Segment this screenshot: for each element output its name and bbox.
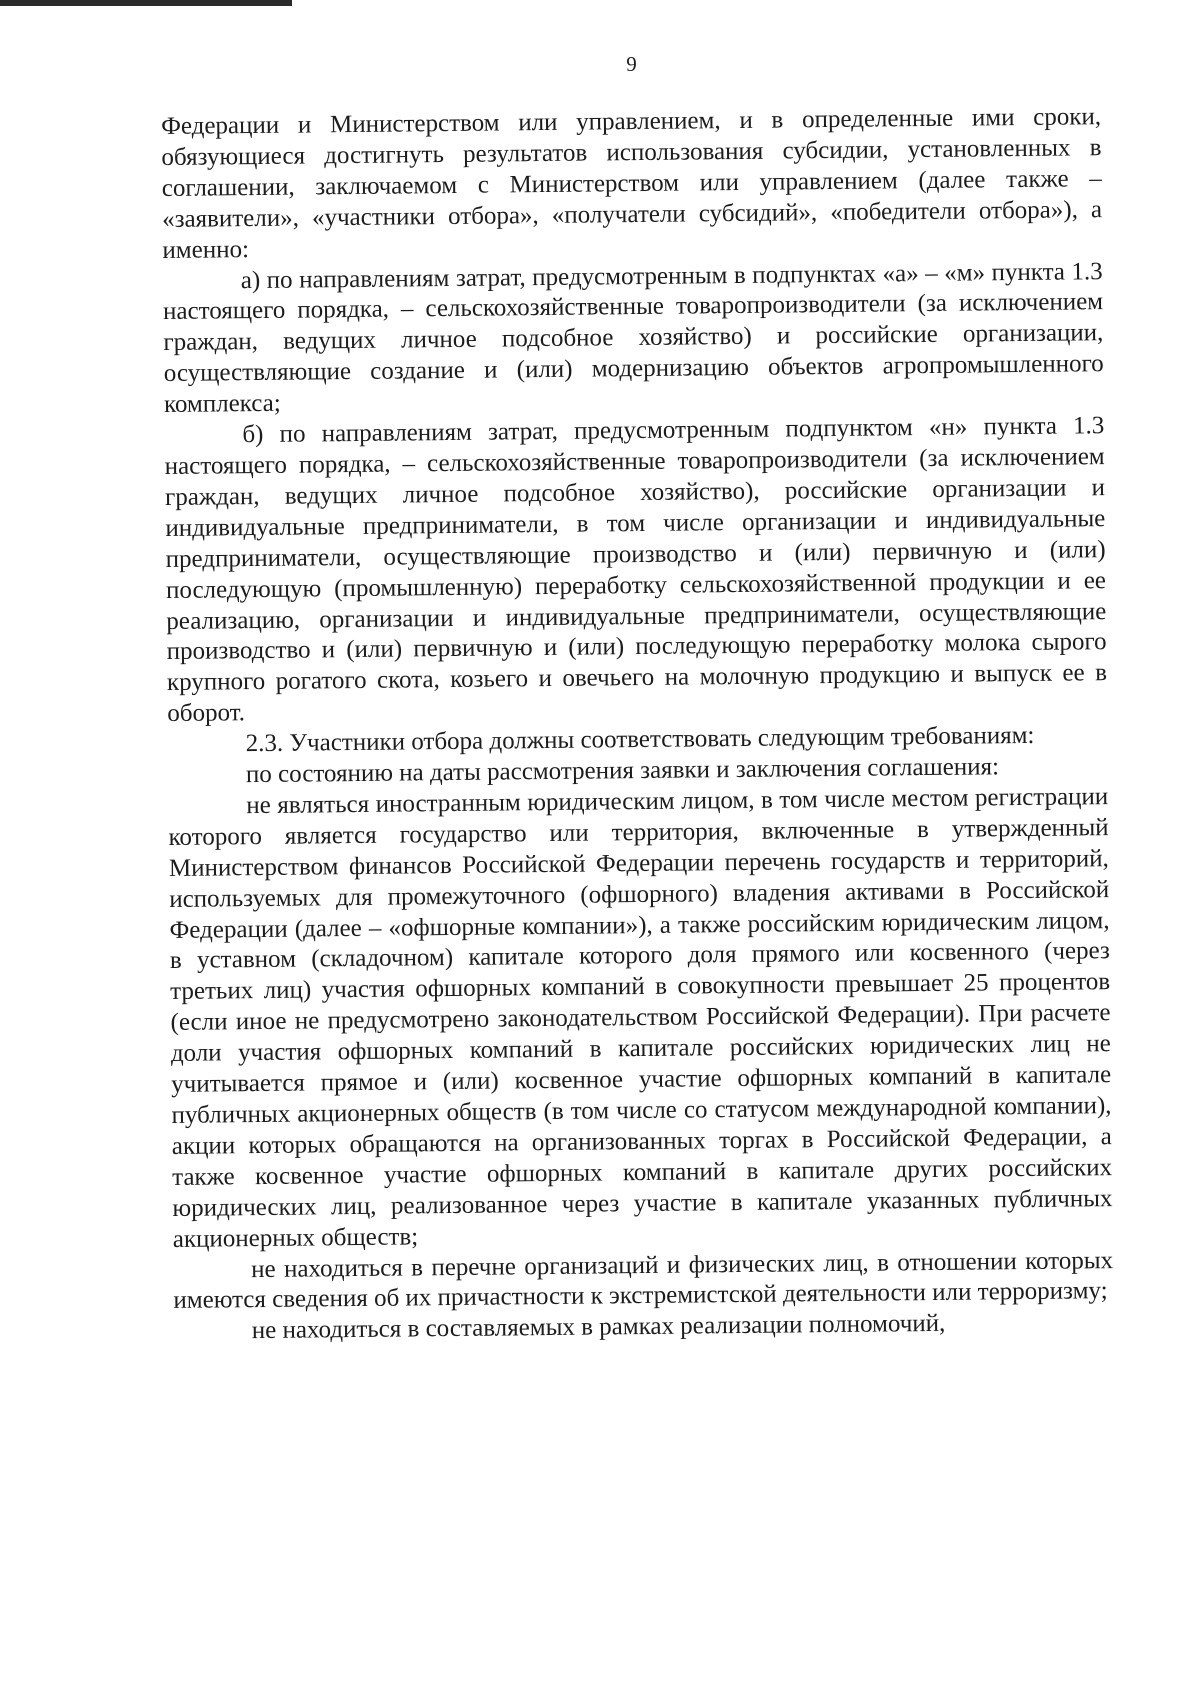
paragraph-item-a: а) по направлениям затрат, предусмотренным в подпунктах «а» – «м» пункта 1.3 настоящего порядка, – сельскохозяйственные товаропроизводители (за исключением граждан, ведущих личное подсобное хозяйство) и российские организации, осуществляющие создание и (или) модернизацию объектов агропромышленного комплекса;: [162, 257, 1104, 419]
paragraph-date-condition: по состоянию на даты рассмотрения заявки и заключения соглашения:: [245, 753, 1000, 789]
paragraph-extremism-list: не находиться в перечне организаций и физических лиц, в отношении которых имеются сведения об их причастности к экстремистской деятельности или терроризму;: [173, 1246, 1114, 1315]
paragraph-foreign-entity: не являться иностранным юридическим лицом, в том числе местом регистрации которого является государство или территория, включенные в утвержденный Министерством финансов Российской Федерации перечень государств и территорий, используемых для промежуточного (офшорного) владения активами в Российской Федерации (далее – «офшорные компании»), а также российским юридическим лицом, в уставном (складочном) капитале которого доля прямого или косвенного (через третьих лиц) участия офшорных компаний в совокупности превышает 25 процентов (если иное не предусмотрено законодательством Российской Федерации). При расчете доли участия офшорных компаний в капитале российских юридических лиц не учитывается прямое и (или) косвенное участие офшорных компаний в капитале публичных акционерных обществ (в том числе со статусом международной компании), акции которых обращаются на организованных торгах в Российской Федерации, а также косвенное участие офшорных компаний в капитале других российских юридических лиц, реализованное через участие в капитале указанных публичных акционерных обществ;: [168, 783, 1113, 1253]
paragraph-lists-continued: не находиться в составляемых в рамках реализации полномочий,: [251, 1310, 946, 1345]
page-number: 9: [626, 52, 637, 76]
paragraph-continuation: Федерации и Министерством или управлением, и в определенные ими сроки, обязующиеся достигнуть результатов использования субсидии, установленных в соглашении, заключаемом с Министерством или управлением (далее также – «заявители», «участники отбора», «получатели субсидий», «победители отбора»), а именно:: [161, 103, 1103, 264]
paragraph-section-2-3: 2.3. Участники отбора должны соответствовать следующим требованиям:: [245, 722, 1035, 758]
scan-edge-mark: [0, 0, 292, 6]
document-body: [161, 102, 1114, 1348]
paragraph-item-b: б) по направлениям затрат, предусмотренным подпунктом «н» пункта 1.3 настоящего порядка, – сельскохозяйственные товаропроизводители (за исключением граждан, ведущих личное подсобное хозяйство), российские организации и индивидуальные предприниматели, в том числе организации и индивидуальные предприниматели, осуществляющие производство и (или) первичную и (или) последующую (промышленную) переработку сельскохозяйственной продукции и ее реализацию, организации и индивидуальные предприниматели, осуществляющие производство и (или) первичную и (или) последующую переработку молока сырого крупного рогатого скота, козьего и овечьего на молочную продукцию и выпуск ее в оборот.: [164, 412, 1108, 728]
